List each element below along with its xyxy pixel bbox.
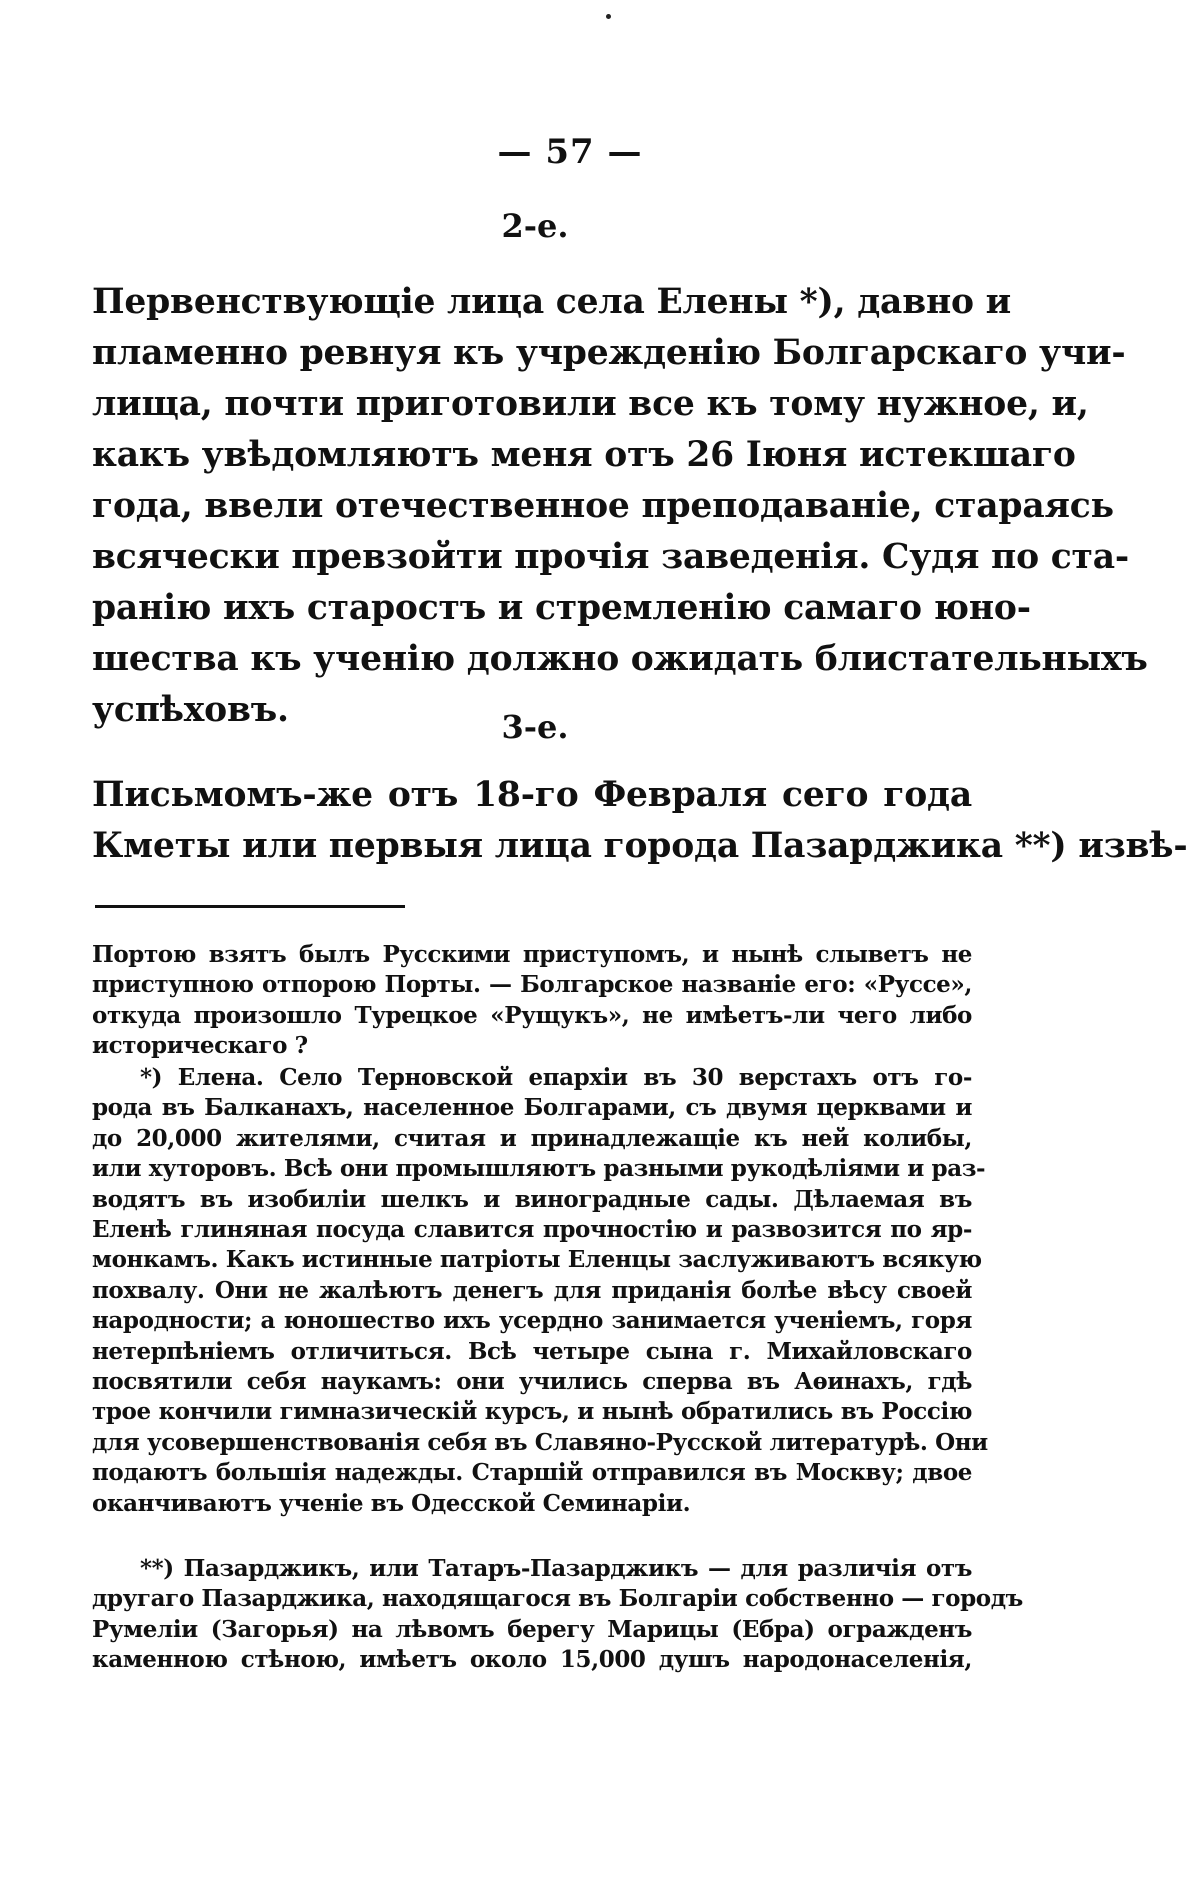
footnote-line: рода въ Балканахъ, населенное Болгарами, съ двумя церквами и (92, 1094, 972, 1122)
footnote-divider (95, 905, 405, 908)
footnote-line: **) Пазарджикъ, или Татаръ-Пазарджикъ — для различія отъ (140, 1555, 972, 1582)
footnote-line: приступною отпорою Порты. — Болгарское названіе его: «Руссе», (92, 971, 972, 999)
footnote-line: другаго Пазарджика, находящагося въ Болгаріи собственно — городъ (92, 1585, 1023, 1613)
text-line: лища, почти приготовили все къ тому нужное, и, (92, 384, 1089, 424)
footnote-line: Портою взятъ былъ Русскими приступомъ, и нынѣ слыветъ не (92, 941, 972, 968)
text-line: ранію ихъ старостъ и стремленію самаго юно- (92, 588, 1031, 628)
footnote-line: похвалу. Они не жалѣютъ денегъ для приданія болѣе вѣсу своей (92, 1276, 972, 1304)
paragraph-pazardzhik (92, 770, 1187, 872)
footnote-line: оканчиваютъ ученіе въ Одесской Семинаріи. (92, 1489, 691, 1517)
footnote-line: посвятили себя наукамъ: они учились сперва въ Аѳинахъ, гдѣ (92, 1368, 972, 1396)
footnote-line: историческаго ? (92, 1032, 308, 1060)
footnote-elena (92, 1063, 988, 1519)
footnote-line: подаютъ большія надежды. Старшій отправился въ Москву; двое (92, 1459, 972, 1487)
paragraph-elena (92, 277, 1148, 736)
print-speck (606, 14, 611, 19)
footnote-line: каменною стѣною, имѣетъ около 15,000 душъ народонаселенія, (92, 1646, 972, 1674)
text-line: успѣховъ. (92, 690, 289, 730)
section-heading-2: 2-е. (501, 207, 569, 245)
footnote-line: водятъ въ изобиліи шелкъ и виноградные сады. Дѣлаемая въ (92, 1185, 972, 1213)
footnote-pazardzhik (92, 1554, 1023, 1676)
footnote-line: откуда произошло Турецкое «Рущукъ», не имѣетъ-ли чего либо (92, 1001, 972, 1029)
footnote-line: до 20,000 жителями, считая и принадлежащіе къ ней колибы, (92, 1124, 972, 1152)
footnote-line: *) Елена. Село Терновской епархіи въ 30 верстахъ отъ го- (140, 1064, 972, 1091)
footnote-line: Еленѣ глиняная посуда славится прочностію и развозится по яр- (92, 1216, 972, 1244)
text-line: всячески превзойти прочія заведенія. Судя по ста- (92, 537, 1129, 577)
footnote-line: Румеліи (Загорья) на лѣвомъ берегу Марицы (Ебра) огражденъ (92, 1615, 972, 1643)
section-heading-3: 3-е. (501, 708, 569, 746)
footnote-line: монкамъ. Какъ истинные патріоты Еленцы заслуживаютъ всякую (92, 1246, 982, 1274)
text-line: Первенствующіе лица села Елены *), давно и (92, 282, 1012, 322)
footnote-line: трое кончили гимназическій курсъ, и нынѣ обратились въ Россію (92, 1398, 972, 1426)
footnote-line: для усовершенствованія себя въ Славяно-Русской литературѣ. Они (92, 1428, 988, 1456)
text-line: пламенно ревнуя къ учрежденію Болгарскаго учи- (92, 333, 1126, 373)
footnote-line: народности; а юношество ихъ усердно занимается ученіемъ, горя (92, 1307, 972, 1335)
text-line: года, ввели отечественное преподаваніе, стараясь (92, 486, 1114, 526)
text-line: какъ увѣдомляютъ меня отъ 26 Іюня истекшаго (92, 435, 1076, 475)
text-line: Письмомъ-же отъ 18-го Февраля сего года (92, 775, 972, 815)
text-line: шества къ ученію должно ожидать блистательныхъ (92, 639, 1148, 679)
footnote-continuation (92, 940, 972, 1062)
text-line: Кметы или первыя лица города Пазарджика **) извѣ- (92, 826, 1187, 866)
footnote-line: нетерпѣніемъ отличиться. Всѣ четыре сына г. Михайловскаго (92, 1337, 972, 1365)
page-number: — 57 — (497, 132, 643, 172)
footnote-line: или хуторовъ. Всѣ они промышляютъ разными рукодѣліями и раз- (92, 1155, 986, 1183)
